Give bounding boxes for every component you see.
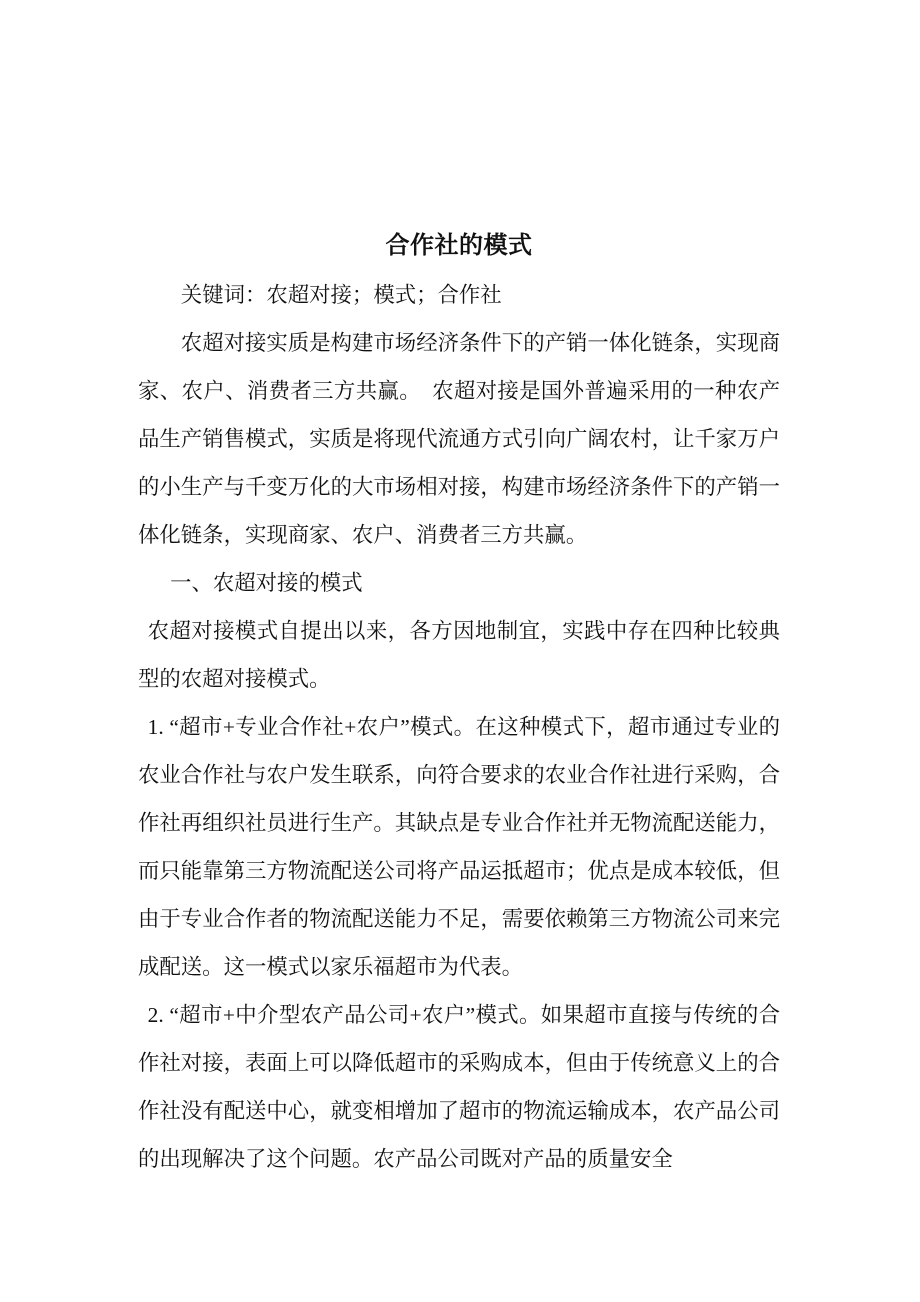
section-intro-paragraph: 农超对接模式自提出以来，各方因地制宜，实践中存在四种比较典型的农超对接模式。 bbox=[138, 619, 780, 691]
mode-1-paragraph: 1. “超市+专业合作社+农户”模式。在这种模式下，超市通过专业的农业合作社与农户发生联系，向符合要求的农业合作社进行采购，合作社再组织社员进行生产。其缺点是专业合作社并无物流配送能力，而只能靠第三方物流配送公司将产品运抵超市；优点是成本较低，但由于专业合作者的物流配送能力不足，需要依赖第三方物流公司来完成配送。这一模式以家乐福超市为代表。 bbox=[138, 715, 780, 979]
intro-paragraph: 农超对接实质是构建市场经济条件下的产销一体化链条，实现商家、农户、消费者三方共赢。 农超对接是国外普遍采用的一种农产品生产销售模式，实质是将现代流通方式引向广阔农村，让千家万户的小生产与千变万化的大市场相对接，构建市场经济条件下的产销一体化链条，实现商家、农户、消费者三方共赢。 bbox=[138, 331, 780, 547]
mode-2-paragraph: 2. “超市+中介型农产品公司+农户”模式。如果超市直接与传统的合作社对接，表面上可以降低超市的采购成本，但由于传统意义上的合作社没有配送中心，就变相增加了超市的物流运输成本，农产品公司的出现解决了这个问题。农产品公司既对产品的质量安全 bbox=[138, 1003, 780, 1171]
document-title: 合作社的模式 bbox=[385, 232, 533, 259]
section-heading: 一、农超对接的模式 bbox=[170, 571, 363, 595]
keywords-line: 关键词：农超对接；模式；合作社 bbox=[180, 283, 502, 307]
